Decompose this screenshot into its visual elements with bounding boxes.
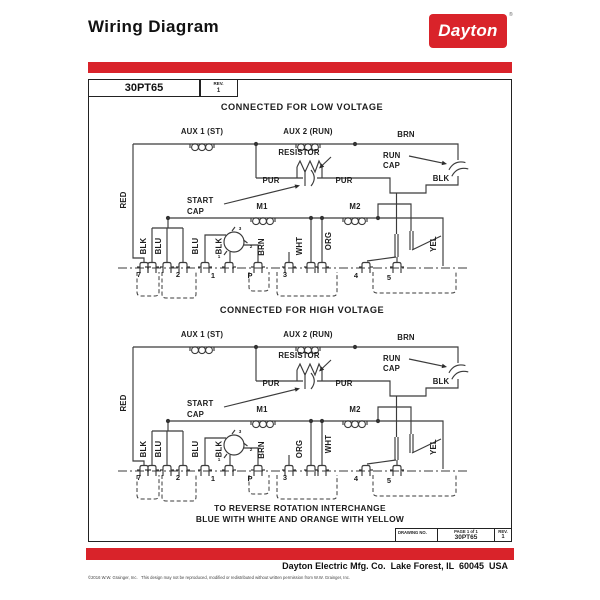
drawing-no-label: DRAWING NO. bbox=[396, 529, 438, 541]
wire-color-label: BRN bbox=[257, 238, 266, 256]
resistor-icon bbox=[297, 161, 322, 172]
junction-dot bbox=[309, 419, 313, 423]
high-voltage-diagram bbox=[118, 305, 470, 501]
arrowhead bbox=[442, 364, 447, 368]
resistor-stubs bbox=[297, 370, 322, 381]
pur-label: PUR bbox=[335, 379, 353, 388]
wire-color-label: BLU bbox=[191, 237, 200, 255]
protector-terminal-number: 1 bbox=[217, 254, 221, 259]
wire-color-label: YEL bbox=[429, 236, 438, 252]
jumper-box bbox=[373, 475, 456, 496]
junction-dot bbox=[320, 216, 324, 220]
resistor-icon bbox=[297, 364, 322, 375]
terminal-number: 5 bbox=[386, 273, 392, 282]
start-cap-curve bbox=[311, 170, 314, 186]
rev-label: REV. bbox=[213, 81, 224, 87]
coil-icon bbox=[251, 218, 275, 225]
switch-contact-left bbox=[395, 437, 398, 460]
run-cap-leader bbox=[409, 156, 445, 164]
thermal-protector-icon bbox=[224, 435, 244, 455]
protector-terminal-number: 2 bbox=[249, 447, 253, 452]
page-title: Wiring Diagram bbox=[88, 17, 220, 36]
start-cap-label: CAP bbox=[187, 207, 205, 216]
m1-label: M1 bbox=[256, 405, 268, 414]
diagram-title: CONNECTED FOR HIGH VOLTAGE bbox=[219, 305, 385, 315]
coil-icon bbox=[190, 347, 214, 354]
arrowhead bbox=[295, 387, 300, 391]
rotation-note bbox=[88, 503, 512, 525]
page-label: PAGE 1 of 1 bbox=[454, 529, 478, 534]
resistor-label: RESISTOR bbox=[278, 351, 320, 360]
protector-terminal-number: 1 bbox=[217, 457, 221, 462]
start-cap-label: START bbox=[187, 196, 214, 205]
start-cap-label: CAP bbox=[187, 410, 205, 419]
red-wire-label: RED bbox=[119, 394, 128, 412]
terminal-number: 1 bbox=[210, 271, 216, 280]
bottom-title-block bbox=[395, 528, 512, 542]
protector-ticks bbox=[224, 430, 248, 458]
wire-color-label: ORG bbox=[324, 231, 333, 251]
protector-terminal-number: 3 bbox=[238, 226, 242, 231]
start-cap-label: START bbox=[187, 399, 214, 408]
wire-color-label: BLU bbox=[154, 237, 163, 255]
aux1-label: AUX 1 (ST) bbox=[180, 330, 224, 339]
wire-color-label: BRN bbox=[257, 441, 266, 459]
terminal-number: 5 bbox=[386, 476, 392, 485]
m2-label: M2 bbox=[349, 202, 361, 211]
protector-ticks bbox=[224, 227, 248, 255]
run-cap-leader bbox=[409, 359, 445, 367]
footer-company: Dayton Electric Mfg. Co. Lake Forest, IL 60045 USA bbox=[282, 561, 508, 571]
footer-copyright: ©2016 W.W. Grainger, Inc. This design may not be reproduced, modified or redistributed without written permission from W.W. Grainger, Inc. bbox=[88, 575, 351, 580]
terminal-number: 7 bbox=[136, 270, 142, 279]
rev-cell bbox=[495, 529, 511, 541]
switch-contact-left bbox=[395, 234, 398, 257]
wire-color-label: ORG bbox=[295, 439, 304, 459]
bottom-rev-label: REV. bbox=[498, 529, 508, 534]
brn-label: BRN bbox=[397, 333, 415, 342]
aux2-label: AUX 2 (RUN) bbox=[283, 127, 333, 136]
pur-label: PUR bbox=[335, 176, 353, 185]
arrowhead bbox=[442, 161, 447, 165]
switch-arm bbox=[367, 257, 396, 261]
junction-dot bbox=[353, 345, 357, 349]
m-rail-yel bbox=[168, 218, 443, 266]
terminal-number: P bbox=[247, 474, 253, 483]
wire-color-label: WHT bbox=[324, 434, 333, 454]
run-cap-icon bbox=[448, 362, 469, 379]
blk-label: BLK bbox=[432, 174, 450, 183]
drawing-no-cell bbox=[438, 529, 495, 541]
coil-icon bbox=[251, 421, 275, 428]
bottom-rev-value: 1 bbox=[501, 534, 505, 541]
wire-color-label: BLK bbox=[139, 237, 148, 255]
brn-label: BRN bbox=[397, 130, 415, 139]
aux2-label: AUX 2 (RUN) bbox=[283, 330, 333, 339]
terminal-number: 2 bbox=[175, 270, 181, 279]
drawing-no-value: 30PT65 bbox=[454, 534, 478, 542]
junction-dot bbox=[376, 216, 380, 220]
coil-icon bbox=[343, 218, 367, 225]
coil-icon bbox=[343, 421, 367, 428]
aux1-label: AUX 1 (ST) bbox=[180, 127, 224, 136]
diagram-title: CONNECTED FOR LOW VOLTAGE bbox=[220, 102, 384, 112]
terminal-number: 7 bbox=[136, 473, 142, 482]
red-wire-label: RED bbox=[119, 191, 128, 209]
registered-trademark-icon: ® bbox=[509, 12, 513, 18]
pur-label: PUR bbox=[262, 379, 280, 388]
run-cap-label: RUN bbox=[383, 354, 401, 363]
wire-color-label: YEL bbox=[429, 439, 438, 455]
junction-dot bbox=[254, 142, 258, 146]
run-cap-label: CAP bbox=[383, 364, 401, 373]
wire-color-label: BLK bbox=[214, 237, 224, 255]
run-cap-label: RUN bbox=[383, 151, 401, 160]
resistor-label: RESISTOR bbox=[278, 148, 320, 157]
m1-label: M1 bbox=[256, 202, 268, 211]
rev-value: 1 bbox=[216, 87, 221, 94]
wire-color-label: BLK bbox=[139, 440, 148, 458]
arrowhead bbox=[295, 184, 300, 188]
m2-label: M2 bbox=[349, 405, 361, 414]
terminal-number: 3 bbox=[282, 473, 288, 482]
terminal-number: P bbox=[247, 271, 253, 280]
wire-color-label: WHT bbox=[295, 236, 304, 256]
protector-terminal-number: 2 bbox=[249, 244, 253, 249]
switch-contact-right bbox=[410, 434, 413, 453]
thermal-protector-icon bbox=[224, 232, 244, 252]
wire-color-label: BLK bbox=[214, 440, 224, 458]
resistor-stubs bbox=[297, 167, 322, 178]
terminal-number: 1 bbox=[210, 474, 216, 483]
run-cap-label: CAP bbox=[383, 161, 401, 170]
start-cap-curve bbox=[311, 373, 314, 389]
terminal-number: 4 bbox=[353, 271, 359, 280]
junction-dot bbox=[254, 345, 258, 349]
dayton-logo-text: Dayton bbox=[438, 21, 498, 40]
jumper-box bbox=[373, 272, 456, 293]
junction-dot bbox=[166, 419, 170, 423]
terminal-number: 3 bbox=[282, 270, 288, 279]
bottom-red-bar bbox=[86, 548, 514, 560]
terminal-number: 2 bbox=[175, 473, 181, 482]
junction-dot bbox=[353, 142, 357, 146]
junction-dot bbox=[309, 216, 313, 220]
run-cap-icon bbox=[448, 159, 469, 176]
terminal-number: 4 bbox=[353, 474, 359, 483]
switch-contact-right bbox=[410, 231, 413, 250]
title-block-model: 30PT65 bbox=[88, 79, 200, 97]
junction-dot bbox=[376, 419, 380, 423]
switch-arm bbox=[367, 460, 396, 464]
blk-label: BLK bbox=[432, 377, 450, 386]
wire-color-label: BLU bbox=[154, 440, 163, 458]
coil-icon bbox=[190, 144, 214, 151]
junction-dot bbox=[320, 419, 324, 423]
wire-color-label: BLU bbox=[191, 440, 200, 458]
rotation-note-line2: BLUE WITH WHITE AND ORANGE WITH YELLOW bbox=[195, 514, 405, 524]
pur-label: PUR bbox=[262, 176, 280, 185]
m-rail-yel bbox=[168, 421, 443, 469]
junction-dot bbox=[166, 216, 170, 220]
protector-terminal-number: 3 bbox=[238, 429, 242, 434]
low-voltage-diagram bbox=[118, 102, 470, 298]
rotation-note-line1: TO REVERSE ROTATION INTERCHANGE bbox=[214, 503, 386, 513]
